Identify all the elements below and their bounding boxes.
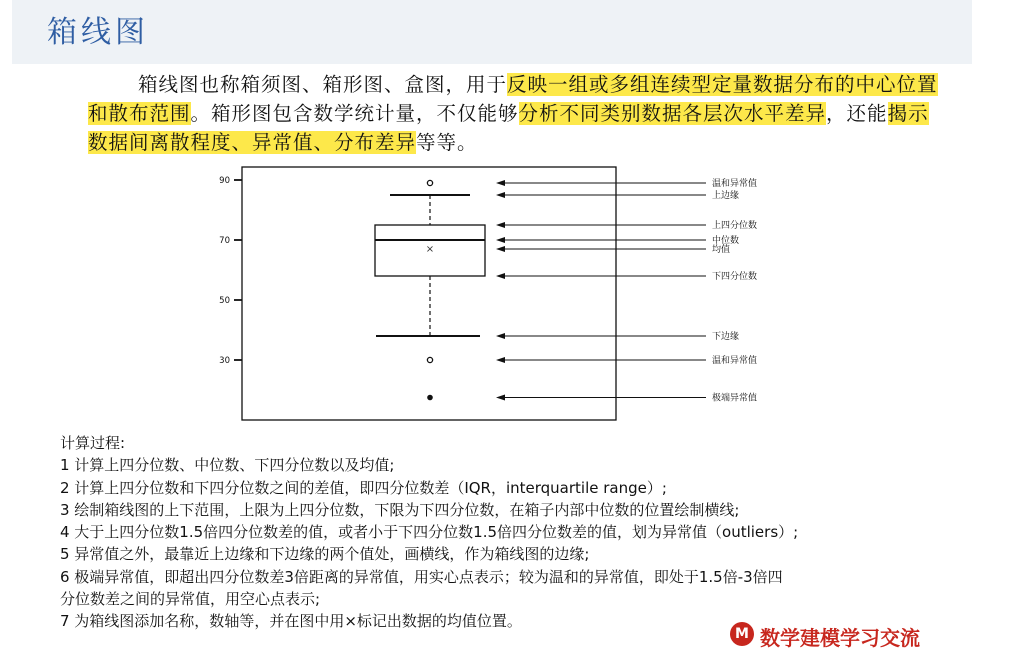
calc-step: 3 绘制箱线图的上下范围，上限为上四分位数，下限为下四分位数，在箱子内部中位数的位置绘制横线; xyxy=(60,500,740,519)
annotation-mean-label: 均值 xyxy=(712,245,731,255)
annotation-mild-outlier-top-label: 温和异常值 xyxy=(712,179,758,189)
calculation-steps xyxy=(60,432,960,633)
calc-step: 4 大于上四分位数1.5倍四分位数差的值，或者小于下四分位数1.5倍四分位数差的值，划为异常值（outliers）; xyxy=(60,523,799,542)
calc-step: 6 极端异常值，即超出四分位数差3倍距离的异常值，用实心点表示；较为温和的异常值，即处于1.5倍-3倍四 xyxy=(60,567,783,586)
calc-step: 5 异常值之外，最靠近上边缘和下边缘的两个值处，画横线，作为箱线图的边缘; xyxy=(60,545,590,564)
annotation-extreme-outlier-label: 极端异常值 xyxy=(712,393,758,404)
intro-highlight-3: 揭示数据间离散程度、异常值、分布差异 xyxy=(88,102,929,154)
y-tick-label: 50 xyxy=(219,296,230,306)
annotation-lower-whisker-label: 下边缘 xyxy=(712,332,740,342)
extreme-outlier-point xyxy=(427,395,433,401)
intro-text-2: 。箱形图包含数学统计量，不仅能够 xyxy=(190,102,519,125)
y-tick-label: 90 xyxy=(219,176,230,186)
mild-outlier-point xyxy=(427,180,432,185)
title-bar xyxy=(12,0,972,64)
calc-step: 7 为箱线图添加名称，数轴等，并在图中用×标记出数据的均值位置。 xyxy=(60,612,522,631)
calc-step: 1 计算上四分位数、中位数、下四分位数以及均值; xyxy=(60,456,395,475)
watermark-logo-icon: M xyxy=(730,622,754,646)
annotation-mild-outlier-bottom-label: 温和异常值 xyxy=(712,356,758,366)
annotation-upper-whisker-label: 上边缘 xyxy=(712,191,740,201)
y-tick-label: 70 xyxy=(219,236,230,246)
mild-outlier-point xyxy=(427,357,432,362)
calc-step: 2 计算上四分位数和下四分位数之间的差值，即四分位数差（IQR，interquartile range）; xyxy=(60,478,667,497)
intro-highlight-1: 反映一组或多组连续型定量数据分布的中心位置和散布范围 xyxy=(88,73,938,125)
y-axis xyxy=(219,176,242,366)
annotation-median-label: 中位数 xyxy=(712,236,740,246)
intro-text-3: ，还能 xyxy=(826,102,888,125)
y-tick-label: 30 xyxy=(219,356,230,366)
intro-text-4: 等等。 xyxy=(416,131,478,154)
annotation-q1-label: 下四分位数 xyxy=(712,272,758,282)
mean-marker: × xyxy=(425,244,435,255)
plot-frame xyxy=(242,167,616,420)
calc-step: 分位数差之间的异常值，用空心点表示; xyxy=(60,590,321,609)
annotation-q3-label: 上四分位数 xyxy=(712,221,758,231)
boxplot-diagram xyxy=(210,164,790,426)
watermark-text: 数学建模学习交流 xyxy=(760,626,920,650)
intro-text-1: 箱线图也称箱须图、箱形图、盒图，用于 xyxy=(138,73,508,96)
intro-paragraph xyxy=(88,70,938,157)
intro-highlight-2: 分析不同类别数据各层次水平差异 xyxy=(518,102,827,125)
page-title: 箱线图 xyxy=(47,15,149,50)
calc-heading: 计算过程: xyxy=(60,434,126,452)
